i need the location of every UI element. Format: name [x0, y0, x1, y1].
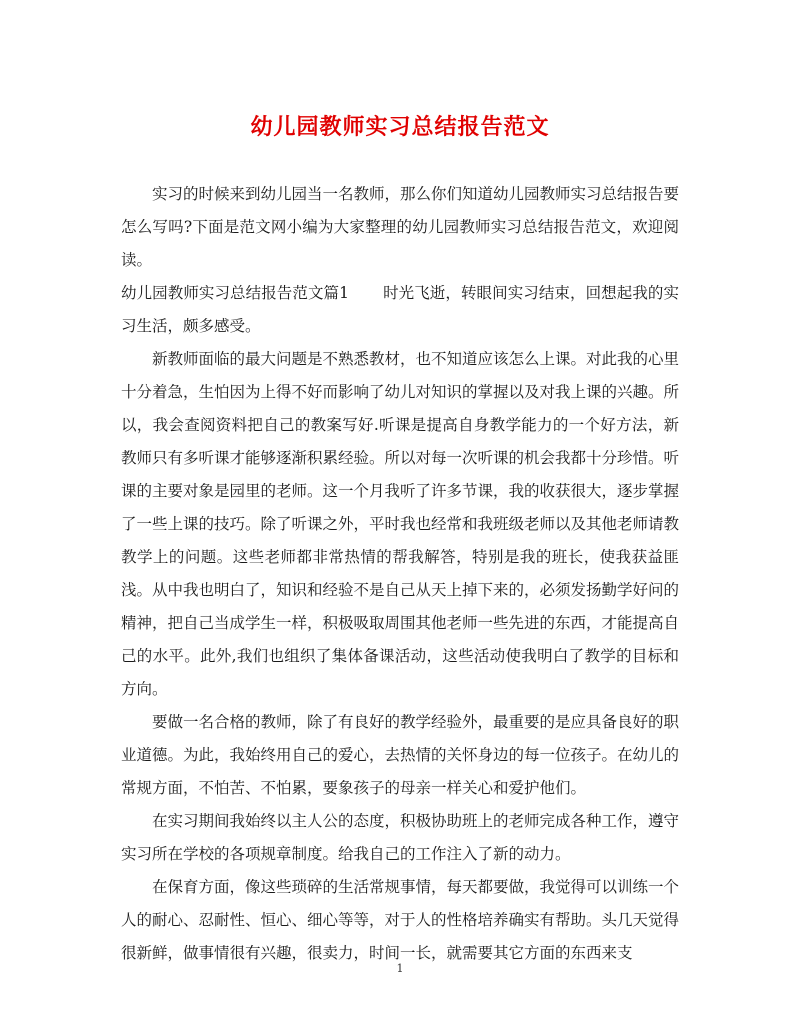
section-heading: 幼儿园教师实习总结报告范文篇1	[121, 284, 349, 302]
body-paragraph-3: 在实习期间我始终以主人公的态度，积极协助班上的老师完成各种工作，遵守实习所在学校的各项规章制度。给我自己的工作注入了新的动力。	[121, 812, 680, 863]
section-lead: 时光飞逝，转眼间实习结束，回想起我的实习生活，颇多感受。	[121, 284, 679, 335]
body-paragraph-2: 要做一名合格的教师，除了有良好的教学经验外，最重要的是应具备良好的职业道德。为此，我始终用自己的爱心，去热情的关怀身边的每一位孩子。在幼儿的常规方面，不怕苦、不怕累，要象孩子的母亲一样关心和爱护他们。	[121, 713, 680, 797]
body-paragraph-1: 新教师面临的最大问题是不熟悉教材，也不知道应该怎么上课。对此我的心里十分着急，生怕因为上得不好而影响了幼儿对知识的掌握以及对我上课的兴趣。所以，我会查阅资料把自己的教案写好.听课是提高自身教学能力的一个好方法，新教师只有多听课才能够逐渐积累经验。所以对每一次听课的机会我都十分珍惜。听课的主要对象是园里的老师。这一个月我听了许多节课，我的收获很大，逐步掌握了一些上课的技巧。除了听课之外，平时我也经常和我班级老师以及其他老师请教教学上的问题。这些老师都非常热情的帮我解答，特别是我的班长，使我获益匪浅。从中我也明白了，知识和经验不是自己从天上掉下来的，必须发扬勤学好问的精神，把自己当成学生一样，积极吸取周围其他老师一些先进的东西，才能提高自己的水平。此外,我们也组织了集体备课活动，这些活动使我明白了教学的目标和方向。	[121, 350, 680, 698]
page-number: 1	[396, 962, 404, 975]
section-heading-line	[121, 277, 679, 343]
document-title: 幼儿园教师实习总结报告范文	[250, 114, 550, 140]
document-body	[121, 178, 679, 970]
intro-paragraph: 实习的时候来到幼儿园当一名教师，那么你们知道幼儿园教师实习总结报告要怎么写吗?下面是范文网小编为大家整理的幼儿园教师实习总结报告范文，欢迎阅读。	[121, 185, 680, 269]
body-paragraph-4: 在保育方面，像这些琐碎的生活常规事情，每天都要做，我觉得可以训练一个人的耐心、忍耐性、恒心、细心等等，对于人的性格培养确实有帮助。头几天觉得很新鲜，做事情很有兴趣，很卖力，时间一长，就需要其它方面的东西来支	[121, 878, 680, 962]
